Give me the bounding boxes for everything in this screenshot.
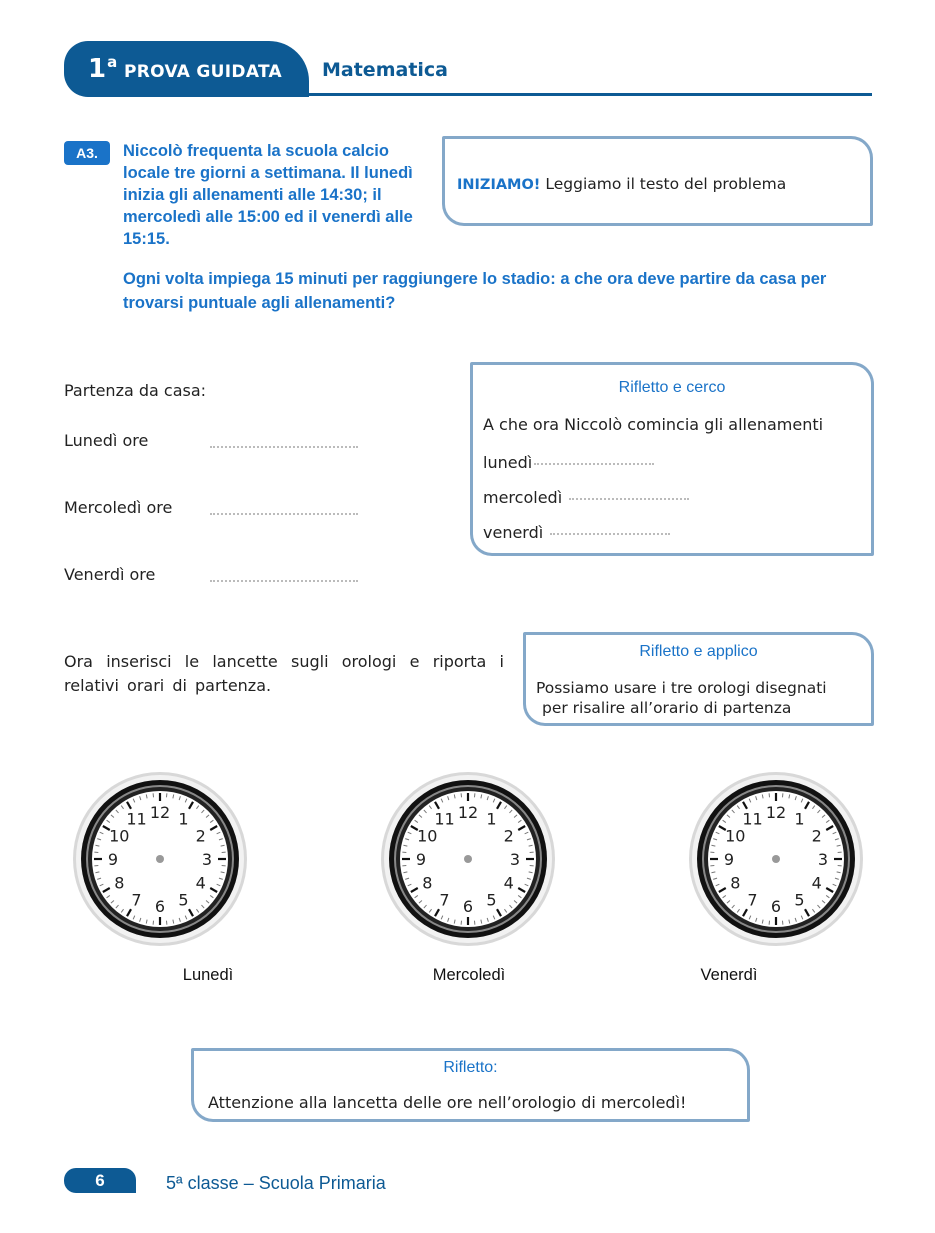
instruction-text: Ora inserisci le lancette sugli orologi e riporta i relativi orari di partenza. bbox=[64, 652, 504, 695]
header-tab bbox=[64, 41, 309, 97]
rifletto-applico-line2: per risalire all’orario di partenza bbox=[542, 699, 792, 717]
svg-text:7: 7 bbox=[439, 890, 450, 910]
svg-text:12: 12 bbox=[765, 803, 787, 822]
svg-text:6: 6 bbox=[770, 897, 782, 916]
rifletto-callout bbox=[191, 1048, 750, 1122]
svg-text:3: 3 bbox=[509, 850, 521, 869]
clock-label-mercoledi: Mercoledì bbox=[432, 966, 506, 984]
footer-text: 5ª classe – Scuola Primaria bbox=[166, 1173, 386, 1193]
rifletto-cerco-question: A che ora Niccolò comincia gli allenamenti bbox=[483, 415, 824, 434]
svg-text:12: 12 bbox=[457, 803, 479, 822]
svg-text:4: 4 bbox=[195, 873, 206, 893]
iniziamo-text: Leggiamo il testo del problema bbox=[545, 175, 787, 193]
rifletto-text: Attenzione alla lancetta delle ore nell’orologio di mercoledì! bbox=[208, 1093, 687, 1112]
rifletto-applico-line1: Possiamo usare i tre orologi disegnati bbox=[536, 679, 827, 697]
clock-label-venerdi: Venerdì bbox=[700, 966, 758, 984]
rifletto-title: Rifletto: bbox=[443, 1059, 498, 1076]
svg-text:10: 10 bbox=[725, 826, 746, 846]
clock-face-mercoledi[interactable] bbox=[380, 771, 556, 947]
svg-text:7: 7 bbox=[747, 890, 758, 910]
test-number: 1$^a$ bbox=[88, 53, 118, 84]
rifletto-applico-callout bbox=[523, 632, 874, 726]
cerco-field-lunedi[interactable] bbox=[534, 463, 654, 465]
svg-text:2: 2 bbox=[503, 826, 514, 846]
cerco-row-lunedi: lunedì bbox=[483, 453, 654, 472]
partenza-label-lunedi: Lunedì ore bbox=[64, 431, 149, 450]
rifletto-cerco-callout bbox=[470, 362, 874, 556]
svg-text:9: 9 bbox=[107, 850, 119, 869]
svg-text:2: 2 bbox=[195, 826, 206, 846]
partenza-label-mercoledi: Mercoledì ore bbox=[64, 498, 173, 517]
clock-label-lunedi: Lunedì bbox=[182, 966, 234, 984]
cerco-row-mercoledi: mercoledì bbox=[483, 488, 689, 507]
svg-text:4: 4 bbox=[503, 873, 514, 893]
svg-text:8: 8 bbox=[422, 873, 433, 893]
svg-text:5: 5 bbox=[794, 890, 805, 910]
header-divider bbox=[300, 93, 872, 96]
svg-text:6: 6 bbox=[462, 897, 474, 916]
svg-text:1: 1 bbox=[794, 809, 805, 829]
svg-text:3: 3 bbox=[817, 850, 829, 869]
subject-title: Matematica bbox=[322, 59, 448, 81]
clock-face-lunedi[interactable] bbox=[72, 771, 248, 947]
clock-face-venerdi[interactable] bbox=[688, 771, 864, 947]
answer-field-venerdi[interactable] bbox=[210, 580, 358, 582]
rifletto-applico-title: Rifletto e applico bbox=[639, 643, 758, 660]
svg-text:11: 11 bbox=[126, 809, 147, 829]
partenza-label-venerdi: Venerdì ore bbox=[64, 565, 156, 584]
problem-text-part1: Niccolò frequenta la scuola calcio locale tre giorni a settimana. Il lunedì inizia gli allenamenti alle 14:30; il mercoledì alle 15:00 ed il venerdì alle 15:15. bbox=[123, 142, 413, 248]
cerco-row-venerdi: venerdì bbox=[483, 523, 670, 542]
cerco-field-venerdi[interactable] bbox=[550, 533, 670, 535]
svg-text:10: 10 bbox=[417, 826, 438, 846]
cerco-field-mercoledi[interactable] bbox=[569, 498, 689, 500]
test-label: PROVA GUIDATA bbox=[124, 62, 282, 82]
svg-text:8: 8 bbox=[730, 873, 741, 893]
svg-text:9: 9 bbox=[723, 850, 735, 869]
svg-text:6: 6 bbox=[154, 897, 166, 916]
exercise-badge: A3. bbox=[64, 141, 110, 165]
svg-text:1: 1 bbox=[178, 809, 189, 829]
iniziamo-callout bbox=[442, 136, 873, 226]
svg-text:10: 10 bbox=[109, 826, 130, 846]
svg-text:5: 5 bbox=[178, 890, 189, 910]
svg-text:2: 2 bbox=[811, 826, 822, 846]
svg-text:4: 4 bbox=[811, 873, 822, 893]
svg-text:1: 1 bbox=[486, 809, 497, 829]
page-number: 6 bbox=[64, 1168, 136, 1193]
svg-text:3: 3 bbox=[201, 850, 213, 869]
problem-text-part2: Ogni volta impiega 15 minuti per raggiungere lo stadio: a che ora deve partire da casa per trovarsi puntuale agli allenamenti? bbox=[123, 270, 827, 312]
svg-text:11: 11 bbox=[742, 809, 763, 829]
svg-text:12: 12 bbox=[149, 803, 171, 822]
partenza-title: Partenza da casa: bbox=[64, 381, 207, 400]
answer-field-mercoledi[interactable] bbox=[210, 513, 358, 515]
answer-field-lunedi[interactable] bbox=[210, 446, 358, 448]
iniziamo-keyword: INIZIAMO! bbox=[457, 177, 541, 193]
svg-text:7: 7 bbox=[131, 890, 142, 910]
svg-text:9: 9 bbox=[415, 850, 427, 869]
rifletto-cerco-title: Rifletto e cerco bbox=[618, 379, 726, 396]
svg-text:5: 5 bbox=[486, 890, 497, 910]
svg-text:11: 11 bbox=[434, 809, 455, 829]
svg-text:8: 8 bbox=[114, 873, 125, 893]
